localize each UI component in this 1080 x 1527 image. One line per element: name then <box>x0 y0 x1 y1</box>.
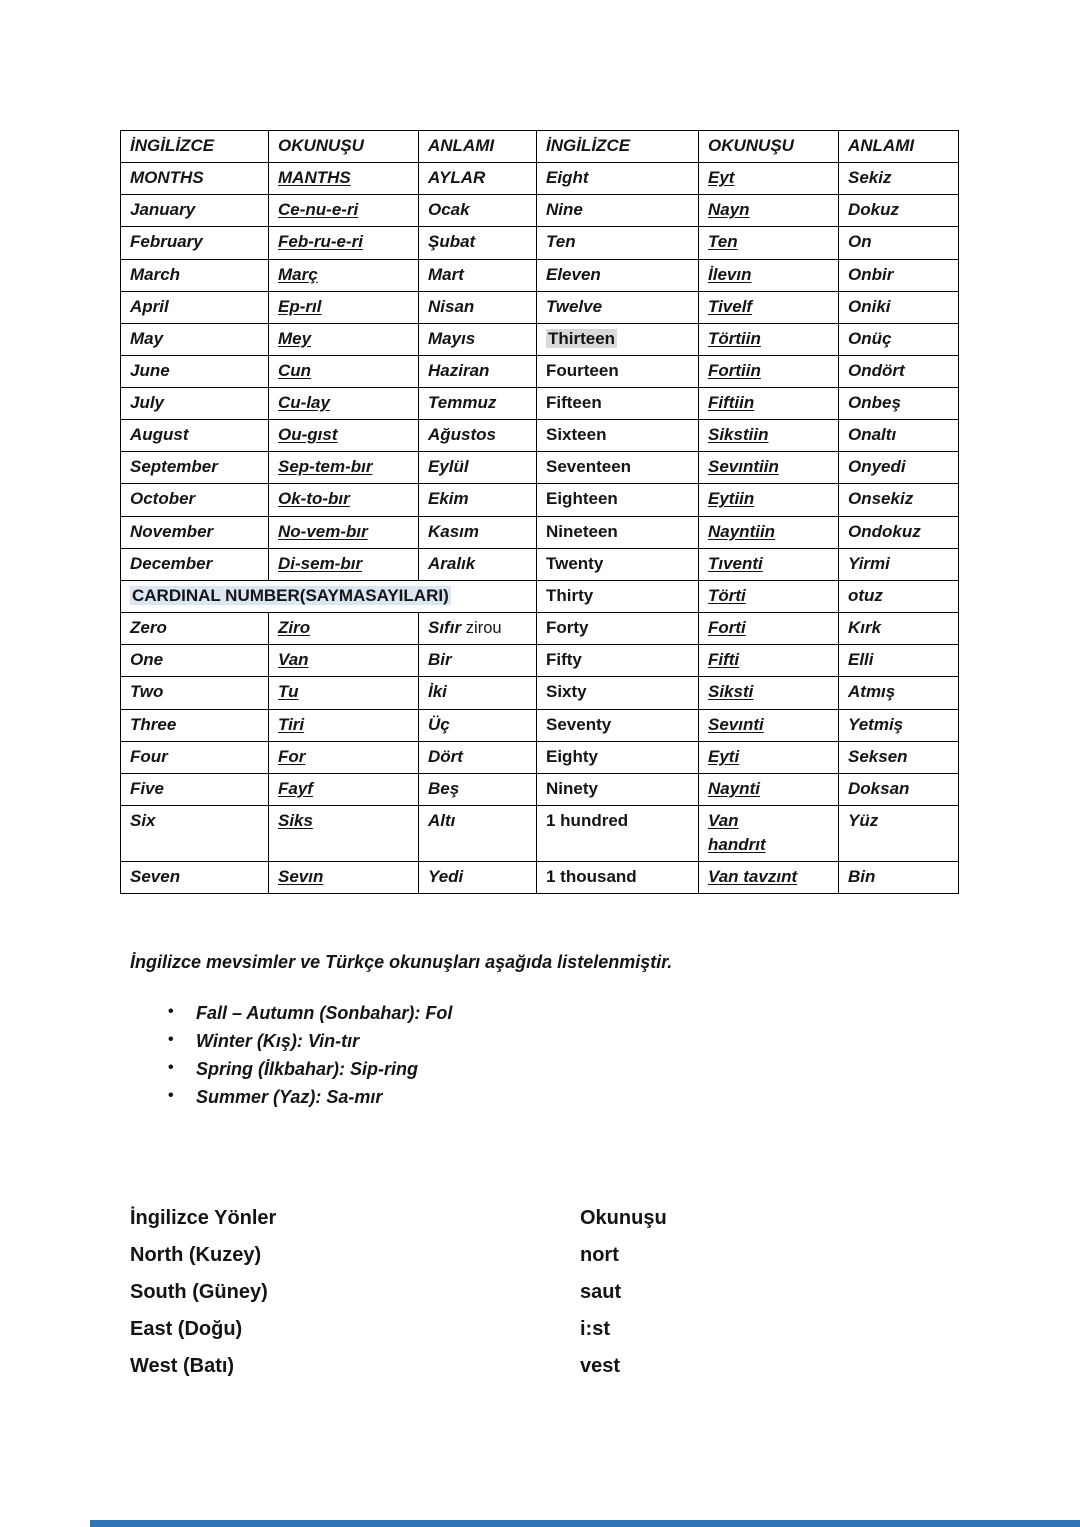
table-cell: Twelve <box>537 291 699 323</box>
table-cell: Fifty <box>537 645 699 677</box>
table-cell: Beş <box>419 773 537 805</box>
table-cell: Forty <box>537 612 699 644</box>
table-cell: Feb-ru-e-ri <box>269 227 419 259</box>
table-cell: İNGİLİZCE <box>537 131 699 163</box>
table-cell: Seventeen <box>537 452 699 484</box>
directions-col2-header: Okunuşu <box>580 1207 667 1230</box>
table-cell: Kasım <box>419 516 537 548</box>
table-row <box>121 677 959 709</box>
table-cell: January <box>121 195 269 227</box>
table-cell: Törti <box>699 580 839 612</box>
table-row <box>121 612 959 644</box>
table-cell: OKUNUŞU <box>269 131 419 163</box>
table-cell: Üç <box>419 709 537 741</box>
directions-rows <box>130 1237 960 1385</box>
directions-section <box>130 1200 960 1385</box>
table-cell: Siks <box>269 805 419 861</box>
table-cell: December <box>121 548 269 580</box>
table-cell: November <box>121 516 269 548</box>
table-cell: ANLAMI <box>839 131 959 163</box>
direction-pronunciation: saut <box>580 1281 622 1304</box>
table-row <box>121 259 959 291</box>
seasons-list <box>168 1003 960 1108</box>
table-cell: Ağustos <box>419 420 537 452</box>
table-cell: Eyti <box>699 741 839 773</box>
seasons-intro-text: İngilizce mevsimler ve Türkçe okunuşları aşağıda listelenmiştir. <box>130 952 673 973</box>
table-cell: Sixteen <box>537 420 699 452</box>
vocab-table <box>120 130 959 894</box>
table-cell: Thirteen <box>537 323 699 355</box>
table-cell: Törtiin <box>699 323 839 355</box>
table-row <box>121 195 959 227</box>
table-cell: Sekiz <box>839 163 959 195</box>
table-cell: On <box>839 227 959 259</box>
table-cell: Van <box>269 645 419 677</box>
table-cell: Thirty <box>537 580 699 612</box>
table-cell: Haziran <box>419 355 537 387</box>
table-cell: OKUNUŞU <box>699 131 839 163</box>
table-cell: Yetmiş <box>839 709 959 741</box>
table-cell: Sevın <box>269 862 419 894</box>
table-cell: Fiftiin <box>699 388 839 420</box>
table-cell: Ninety <box>537 773 699 805</box>
table-row <box>121 548 959 580</box>
table-cell: Onyedi <box>839 452 959 484</box>
table-cell: 1 thousand <box>537 862 699 894</box>
table-cell: Sep-tem-bır <box>269 452 419 484</box>
table-cell: Mayıs <box>419 323 537 355</box>
table-cell: 1 hundred <box>537 805 699 861</box>
table-cell: Kırk <box>839 612 959 644</box>
table-cell: Di-sem-bır <box>269 548 419 580</box>
table-cell: Sevıntiin <box>699 452 839 484</box>
table-cell: Tiri <box>269 709 419 741</box>
table-cell: Fourteen <box>537 355 699 387</box>
table-cell: Seksen <box>839 741 959 773</box>
table-cell: Ou-gıst <box>269 420 419 452</box>
direction-pronunciation: nort <box>580 1244 619 1267</box>
table-cell: September <box>121 452 269 484</box>
table-cell: March <box>121 259 269 291</box>
table-cell: One <box>121 645 269 677</box>
table-cell: Tivelf <box>699 291 839 323</box>
table-row <box>121 355 959 387</box>
table-cell: Ten <box>537 227 699 259</box>
directions-col1-header: İngilizce Yönler <box>130 1207 277 1230</box>
table-cell: Ekim <box>419 484 537 516</box>
table-row <box>121 580 959 612</box>
table-cell: Ten <box>699 227 839 259</box>
table-cell: Nayntiin <box>699 516 839 548</box>
table-cell: Dört <box>419 741 537 773</box>
table-cell: Ondokuz <box>839 516 959 548</box>
table-row <box>121 645 959 677</box>
table-cell: Nisan <box>419 291 537 323</box>
table-cell: Seventy <box>537 709 699 741</box>
table-cell: Sixty <box>537 677 699 709</box>
direction-english: East (Doğu) <box>130 1318 243 1341</box>
table-cell: Siksti <box>699 677 839 709</box>
table-cell: CARDINAL NUMBER(SAYMASAYILARI) <box>121 580 537 612</box>
table-cell: Eleven <box>537 259 699 291</box>
table-cell: For <box>269 741 419 773</box>
table-cell: Doksan <box>839 773 959 805</box>
table-cell: Mey <box>269 323 419 355</box>
table-cell: AYLAR <box>419 163 537 195</box>
table-cell: Sıfır zirou <box>419 612 537 644</box>
table-cell: Març <box>269 259 419 291</box>
direction-english: North (Kuzey) <box>130 1244 262 1267</box>
table-row <box>121 805 959 861</box>
table-row <box>121 227 959 259</box>
table-cell: Onüç <box>839 323 959 355</box>
table-cell: Onaltı <box>839 420 959 452</box>
table-cell: MONTHS <box>121 163 269 195</box>
table-cell: May <box>121 323 269 355</box>
table-cell: Cu-lay <box>269 388 419 420</box>
list-item: • Spring (İlkbahar): Sip-ring <box>168 1059 960 1080</box>
table-cell: Van handrıt <box>699 805 839 861</box>
direction-pronunciation: vest <box>580 1355 621 1378</box>
table-row <box>121 709 959 741</box>
table-cell: June <box>121 355 269 387</box>
table-cell: Fayf <box>269 773 419 805</box>
table-cell: Zero <box>121 612 269 644</box>
table-row <box>121 291 959 323</box>
table-cell: Tu <box>269 677 419 709</box>
table-cell: Sevınti <box>699 709 839 741</box>
table-cell: Dokuz <box>839 195 959 227</box>
table-cell: February <box>121 227 269 259</box>
direction-row <box>130 1237 960 1274</box>
table-cell: Atmış <box>839 677 959 709</box>
table-cell: Six <box>121 805 269 861</box>
table-cell: MANTHS <box>269 163 419 195</box>
table-cell: Aralık <box>419 548 537 580</box>
table-row <box>121 773 959 805</box>
table-cell: July <box>121 388 269 420</box>
table-row <box>121 484 959 516</box>
table-cell: Ok-to-bır <box>269 484 419 516</box>
table-cell: Ziro <box>269 612 419 644</box>
table-cell: İNGİLİZCE <box>121 131 269 163</box>
table-cell: Van tavzınt <box>699 862 839 894</box>
table-cell: Şubat <box>419 227 537 259</box>
list-item: • Summer (Yaz): Sa-mır <box>168 1087 960 1108</box>
table-cell: Fifti <box>699 645 839 677</box>
table-cell: Eyt <box>699 163 839 195</box>
bottom-page-edge <box>90 1520 1080 1527</box>
table-row <box>121 516 959 548</box>
table-cell: Three <box>121 709 269 741</box>
table-cell: Mart <box>419 259 537 291</box>
table-cell: Eytiin <box>699 484 839 516</box>
table-row <box>121 163 959 195</box>
table-cell: No-vem-bır <box>269 516 419 548</box>
table-cell: Bin <box>839 862 959 894</box>
table-cell: Eighty <box>537 741 699 773</box>
table-cell: Four <box>121 741 269 773</box>
table-row <box>121 862 959 894</box>
table-cell: Bir <box>419 645 537 677</box>
table-cell: Seven <box>121 862 269 894</box>
table-cell: Ondört <box>839 355 959 387</box>
table-cell: Five <box>121 773 269 805</box>
table-cell: Ep-rıl <box>269 291 419 323</box>
table-cell: Two <box>121 677 269 709</box>
table-cell: Fifteen <box>537 388 699 420</box>
table-cell: Twenty <box>537 548 699 580</box>
table-cell: Ce-nu-e-ri <box>269 195 419 227</box>
table-cell: August <box>121 420 269 452</box>
table-cell: Fortiin <box>699 355 839 387</box>
table-cell: Yirmi <box>839 548 959 580</box>
direction-pronunciation: i:st <box>580 1318 610 1341</box>
table-cell: Yüz <box>839 805 959 861</box>
direction-row <box>130 1348 960 1385</box>
table-cell: Nine <box>537 195 699 227</box>
table-cell: İlevın <box>699 259 839 291</box>
table-row <box>121 741 959 773</box>
table-cell: ANLAMI <box>419 131 537 163</box>
table-cell: Eight <box>537 163 699 195</box>
direction-row <box>130 1311 960 1348</box>
table-cell: April <box>121 291 269 323</box>
table-cell: Onbeş <box>839 388 959 420</box>
table-cell: Eighteen <box>537 484 699 516</box>
table-row <box>121 388 959 420</box>
table-cell: Forti <box>699 612 839 644</box>
vocab-table-body <box>121 131 959 894</box>
table-cell: Eylül <box>419 452 537 484</box>
table-cell: Yedi <box>419 862 537 894</box>
table-cell: Onbir <box>839 259 959 291</box>
table-cell: Temmuz <box>419 388 537 420</box>
table-cell: Oniki <box>839 291 959 323</box>
table-cell: October <box>121 484 269 516</box>
table-row <box>121 131 959 163</box>
table-cell: Onsekiz <box>839 484 959 516</box>
table-row <box>121 323 959 355</box>
table-cell: Sikstiin <box>699 420 839 452</box>
table-cell: Naynti <box>699 773 839 805</box>
direction-row <box>130 1274 960 1311</box>
table-cell: Cun <box>269 355 419 387</box>
table-cell: Ocak <box>419 195 537 227</box>
table-cell: Tıventi <box>699 548 839 580</box>
table-cell: Nayn <box>699 195 839 227</box>
table-cell-secondary-text: zirou <box>465 618 502 637</box>
list-item: • Fall – Autumn (Sonbahar): Fol <box>168 1003 960 1024</box>
directions-header-row <box>130 1200 960 1237</box>
table-cell: Nineteen <box>537 516 699 548</box>
table-cell: İki <box>419 677 537 709</box>
direction-english: South (Güney) <box>130 1281 268 1304</box>
table-row <box>121 452 959 484</box>
list-item: • Winter (Kış): Vin-tır <box>168 1031 960 1052</box>
table-cell: Elli <box>839 645 959 677</box>
table-cell: otuz <box>839 580 959 612</box>
direction-english: West (Batı) <box>130 1355 235 1378</box>
table-cell: Altı <box>419 805 537 861</box>
table-row <box>121 420 959 452</box>
